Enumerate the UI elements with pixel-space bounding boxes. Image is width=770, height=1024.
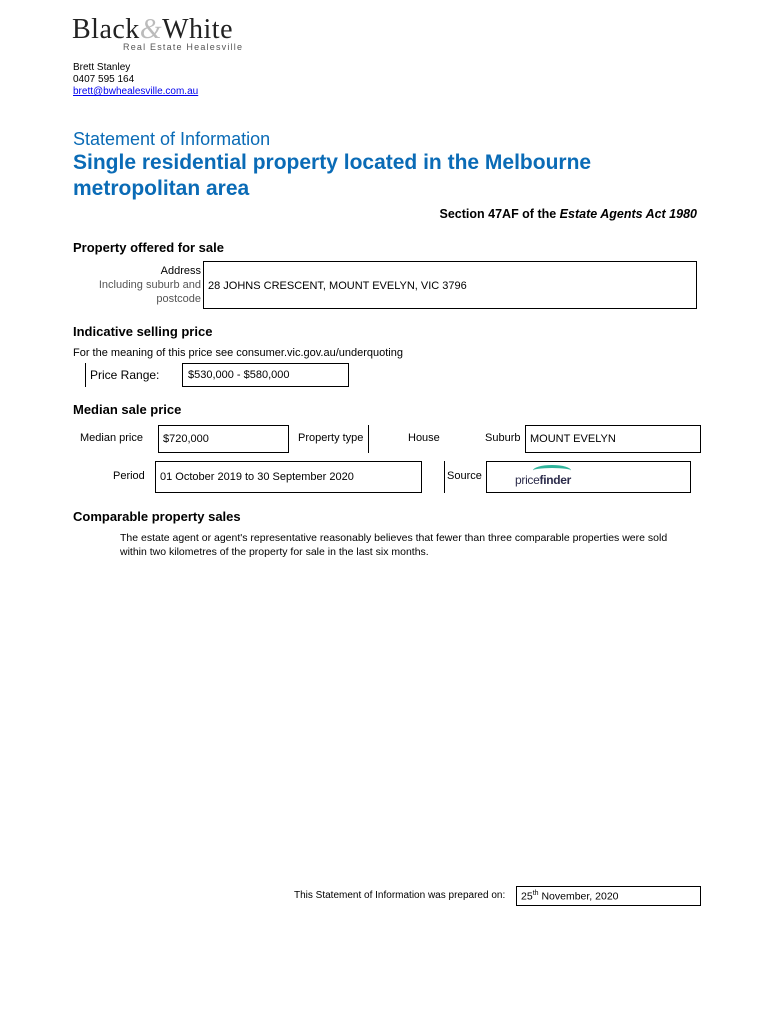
comparable-heading: Comparable property sales	[73, 509, 241, 524]
comparable-text: The estate agent or agent's representative reasonably believes that fewer than three comparable properties were sold within two kilometres of the property for sale in the last six months.	[120, 532, 668, 558]
suburb-field	[525, 425, 701, 453]
page-title: Single residential property located in the Melbourne metropolitan area	[73, 151, 592, 200]
pricefinder-logo: pricefinder	[515, 465, 585, 489]
median-price-label: Median price	[80, 432, 143, 444]
property-type-divider	[368, 425, 369, 453]
agent-contact	[73, 62, 198, 98]
address-value: 28 JOHNS CRESCENT, MOUNT EVELYN, VIC 3796	[208, 280, 467, 292]
address-label: Address Including suburb and postcode	[98, 265, 201, 305]
source-divider	[444, 461, 445, 493]
price-range-label: Price Range:	[90, 368, 160, 382]
section-reference: Section 47AF of the Estate Agents Act 1980	[439, 207, 697, 221]
median-heading: Median sale price	[73, 402, 182, 417]
period-value: 01 October 2019 to 30 September 2020	[160, 471, 354, 483]
logo-wordmark: Black&White	[72, 14, 234, 45]
agent-email-link[interactable]: brett@bwhealesville.com.au	[73, 86, 199, 97]
price-range-divider	[85, 363, 86, 387]
median-price-value: $720,000	[163, 433, 209, 445]
median-price-field	[158, 425, 289, 453]
price-range-value: $530,000 - $580,000	[188, 369, 290, 381]
indicative-heading: Indicative selling price	[73, 324, 213, 339]
prepared-date: 25th November, 2020	[521, 890, 619, 903]
prepared-label: This Statement of Information was prepared on:	[294, 890, 506, 901]
property-type-value: House	[408, 432, 440, 444]
period-field	[155, 461, 422, 493]
suburb-value: MOUNT EVELYN	[530, 433, 616, 445]
suburb-label: Suburb	[485, 432, 521, 444]
agent-name: Brett Stanley	[73, 62, 131, 73]
address-field	[203, 261, 697, 309]
price-range-field	[182, 363, 349, 387]
agent-phone: 0407 595 164	[73, 74, 135, 85]
indicative-note: For the meaning of this price see consumer.vic.gov.au/underquoting	[73, 347, 403, 359]
prepared-date-field	[516, 886, 701, 906]
company-logo	[72, 14, 252, 54]
document-label: Statement of Information	[73, 129, 271, 149]
property-heading: Property offered for sale	[73, 240, 224, 255]
period-label: Period	[113, 470, 145, 482]
property-type-label: Property type	[298, 432, 364, 444]
logo-tagline: Real Estate Healesville	[123, 42, 244, 52]
source-label: Source	[447, 470, 482, 482]
